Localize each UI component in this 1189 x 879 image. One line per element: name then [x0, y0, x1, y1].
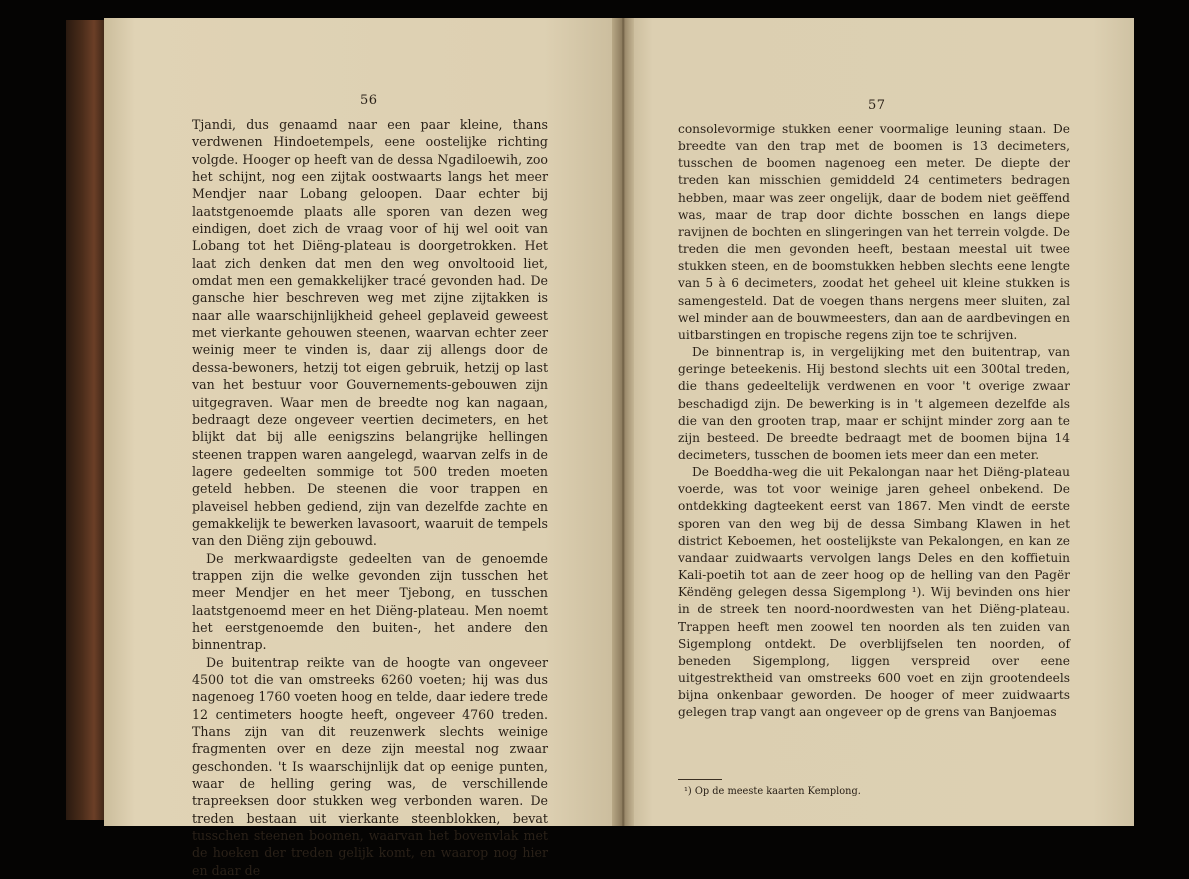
- body-text: [192, 116, 548, 879]
- footnote-rule: [678, 779, 722, 780]
- paragraph: De Boeddha-weg die uit Pekalongan naar het Diëng-plateau voerde, was tot voor weinige jaren geheel onbekend. De ontdekking dagteekent eerst van 1867. Men vindt de eerste sporen van den weg bij de dessa Simbang Klawen in het district Keboemen, het oostelijkste van Pekalongen, en kan ze vandaar zuidwaarts vervolgen langs Deles en den koffietuin Kali-poetih tot aan de zeer hoog op de helling van den Pagër Këndëng gelegen dessa Sigemplong ¹). Wij bevinden ons hier in de streek ten noord-noordwesten van het Diëng-plateau. Trappen heeft men zoowel ten noorden als ten zuiden van Sigemplong ontdekt. De overblijfselen ten noorden, of beneden Sigemplong, liggen verspreid over eene uitgestrektheid van omstreeks 600 voet en zijn grootendeels bijna onkenbaar geworden. De hooger of meer zuidwaarts gelegen trap vangt aan ongeveer op de grens van Banjoemas: [678, 465, 1070, 720]
- paragraph: De buitentrap reikte van de hoogte van ongeveer 4500 tot die van omstreeks 6260 voeten; hij was dus nagenoeg 1760 voeten hoog en telde, daar iedere trede 12 centimeters hoogte heeft, ongeveer 4760 treden. Thans zijn van dit reuzenwerk slechts weinige fragmenten over en deze zijn meestal nog zwaar geschonden. 't Is waarschijnlijk dat op eenige punten, waar de helling gering was, de verschillende trapreeksen door stukken weg verbonden waren. De treden bestaan uit vierkante steenblokken, bevat tusschen steenen boomen, waarvan het bovenvlak met de hoeken der treden gelijk komt, en waarop nog hier en daar de: [192, 654, 548, 878]
- right-page: [622, 18, 1134, 826]
- paragraph: consolevormige stukken eener voormalige leuning staan. De breedte van den trap met de boomen is 13 decimeters, tusschen de boomen nagenoeg een meter. De diepte der treden kan misschien gemiddeld 24 centimeters bedragen hebben, maar was zeer ongelijk, daar de bodem niet geëffend was, maar de trap door dichte bosschen en langs diepe ravijnen de bochten en slingeringen van het terrein volgde. De treden die men gevonden heeft, bestaan meestal uit twee stukken steen, en de boomstukken hebben slechts eene lengte van 5 à 6 decimeters, zoodat het geheel uit kleine stukken is samengesteld. Dat de voegen thans nergens meer sluiten, zal wel minder aan de bouwmeesters, dan aan de aardbevingen en uitbarstingen en tropische regens zijn toe te schrijven.: [678, 122, 1070, 342]
- book-spine: [66, 20, 106, 820]
- page-number: 56: [360, 93, 378, 108]
- paragraph: Tjandi, dus genaamd naar een paar kleine, thans verdwenen Hindoetempels, eene oostelijke richting volgde. Hooger op heeft van de dessa Ngadiloewih, zoo het schijnt, nog een zijtak oostwaarts langs het meer Mendjer naar Lobang geloopen. Daar echter bij laatstgenoemde plaats alle sporen van dezen weg eindigen, doet zich de vraag voor of hij wel ooit van Lobang tot het Diëng-plateau is doorgetrokken. Het laat zich denken dat men den weg onvoltooid liet, omdat men een gemakkelijker tracé gevonden had. De gansche hier beschreven weg met zijne zijtakken is naar alle waarschijnlijkheid geheel geplaveid geweest met vierkante gehouwen steenen, waarvan echter zeer weinig meer te vinden is, daar zij allengs door de dessa-bewoners, hetzij tot eigen gebruik, hetzij op last van het bestuur voor Gouvernements-gebouwen zijn uitgegraven. Waar men de breedte nog kan nagaan, bedraagt deze ongeveer veertien decimeters, en het blijkt dat bij alle eenigszins belangrijke hellingen steenen trappen waren aangelegd, waarvan zelfs in de lagere gedeelten sommige tot 500 treden moeten geteld hebben. De steenen die voor trappen en plaveisel hebben gediend, zijn van dezelfde zachte en gemakkelijk te bewerken lavasoort, waaruit de tempels van den Diëng zijn gebouwd.: [192, 117, 548, 549]
- body-text: [678, 121, 1070, 721]
- paragraph: De merkwaardigste gedeelten van de genoemde trappen zijn die welke gevonden zijn tusschen het meer Mendjer en het meer Tjebong, en tusschen laatstgenoemd meer en het Diëng-plateau. Men noemt het eerstgenoemde den buiten-, het andere den binnentrap.: [192, 550, 548, 653]
- page-number: 57: [868, 98, 886, 113]
- left-page: [104, 18, 622, 878]
- paragraph: De binnentrap is, in vergelijking met den buitentrap, van geringe beteekenis. Hij bestond slechts uit een 300tal treden, die thans gedeeltelijk verdwenen en voor 't overige zwaar beschadigd zijn. De bewerking is in 't algemeen dezelfde als die van den grooten trap, maar er schijnt minder zorg aan te zijn besteed. De breedte bedraagt met de boomen bijna 14 decimeters, tusschen de boomen iets meer dan een meter.: [678, 345, 1070, 462]
- book-gutter: [612, 18, 634, 826]
- footnote: ¹) Op de meeste kaarten Kemplong.: [684, 786, 861, 797]
